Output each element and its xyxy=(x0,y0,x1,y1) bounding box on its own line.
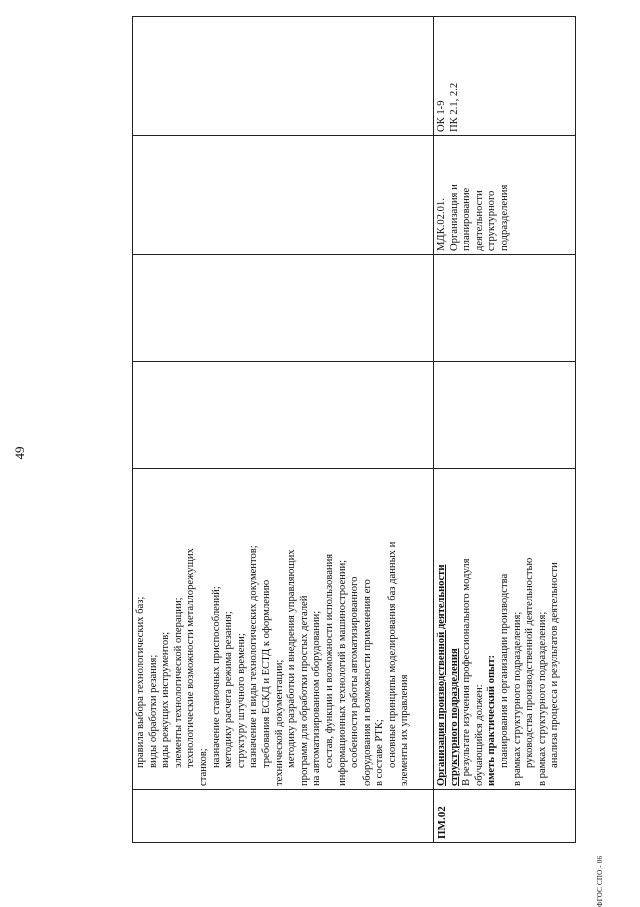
page-number: 49 xyxy=(12,446,27,460)
hours-cell xyxy=(133,255,434,362)
content-line: подразделения xyxy=(499,184,511,251)
competency-cell xyxy=(434,17,576,136)
content-line: технической документации; xyxy=(273,659,285,786)
content-line: Организация и xyxy=(448,184,460,251)
content-line: элементы технологической операции; xyxy=(172,597,184,768)
hours-cell xyxy=(133,362,434,469)
content-line: технологические возможности металлорежущих xyxy=(185,548,197,768)
table-row xyxy=(434,17,576,843)
content-line: информационных технологий в машиностроении; xyxy=(336,559,348,786)
content-line: виды режущих инструментов; xyxy=(160,631,172,768)
content-line: назначение станочных приспособлений; xyxy=(210,586,222,768)
curriculum-table xyxy=(132,16,576,843)
content-line: в рамках структурного подразделения; xyxy=(511,611,523,786)
course-cell xyxy=(434,136,576,255)
content-line: деятельности xyxy=(473,190,485,251)
content-line: станков; xyxy=(197,748,209,786)
content-line: структурного подразделения xyxy=(448,648,460,786)
content-line: на автоматизированном оборудовании; xyxy=(311,610,323,786)
table-row xyxy=(133,17,434,843)
content-line: планирование xyxy=(461,187,473,251)
content-line: правила выбора технологических баз; xyxy=(135,596,146,768)
hours-cell xyxy=(434,362,576,469)
content-line: иметь практический опыт: xyxy=(486,654,498,786)
rotated-page xyxy=(12,13,628,907)
content-line: в составе РТК; xyxy=(374,719,386,786)
module-code-cell xyxy=(133,790,434,843)
content-line: обучающийся должен: xyxy=(473,684,485,786)
module-code-cell: ПМ.02 xyxy=(434,790,576,843)
content-line: планирования и организации производства xyxy=(499,573,511,768)
content-line: методику расчета режима резания; xyxy=(223,611,235,768)
content-line: особенности работы автоматизированного xyxy=(349,576,361,768)
content-line: назначение и виды технологических документов; xyxy=(248,545,260,768)
hours-cell xyxy=(434,255,576,362)
content-line: основные принципы моделирования баз данных и xyxy=(386,541,398,768)
content-line: состав, функции и возможности использования xyxy=(323,553,335,768)
content-line: оборудования и возможности применения его xyxy=(361,579,373,786)
content-line: в рамках структурного подразделения; xyxy=(536,611,548,786)
competency-cell xyxy=(133,17,434,136)
content-line: руководства производственной деятельностью xyxy=(524,557,536,768)
content-line: элементы их управления xyxy=(399,674,411,786)
content-line: В результате изучения профессионального модуля xyxy=(461,558,473,786)
footer-label: ФГОС СПО - 06 xyxy=(596,855,604,907)
content-line: ОК 1-9 xyxy=(436,100,448,132)
course-cell xyxy=(133,136,434,255)
content-cell xyxy=(133,469,434,790)
content-line: анализа процесса и результатов деятельности xyxy=(549,562,561,768)
content-line: ПК 2.1, 2.2 xyxy=(448,82,460,132)
content-cell xyxy=(434,469,576,790)
content-line: структуру штучного времени; xyxy=(235,633,247,768)
content-line: программ для обработки простых деталей xyxy=(298,595,310,786)
content-line: методику разработки и внедрения управляющих xyxy=(286,549,298,768)
content-line: виды обработки резания; xyxy=(147,654,159,768)
content-line: структурного xyxy=(486,190,498,251)
content-line: МДК.02.01. xyxy=(436,198,448,251)
content-line: Организация производственной деятельности xyxy=(436,564,448,786)
content-line: требования ЕСКД и ЕСТД к оформлению xyxy=(260,579,272,768)
